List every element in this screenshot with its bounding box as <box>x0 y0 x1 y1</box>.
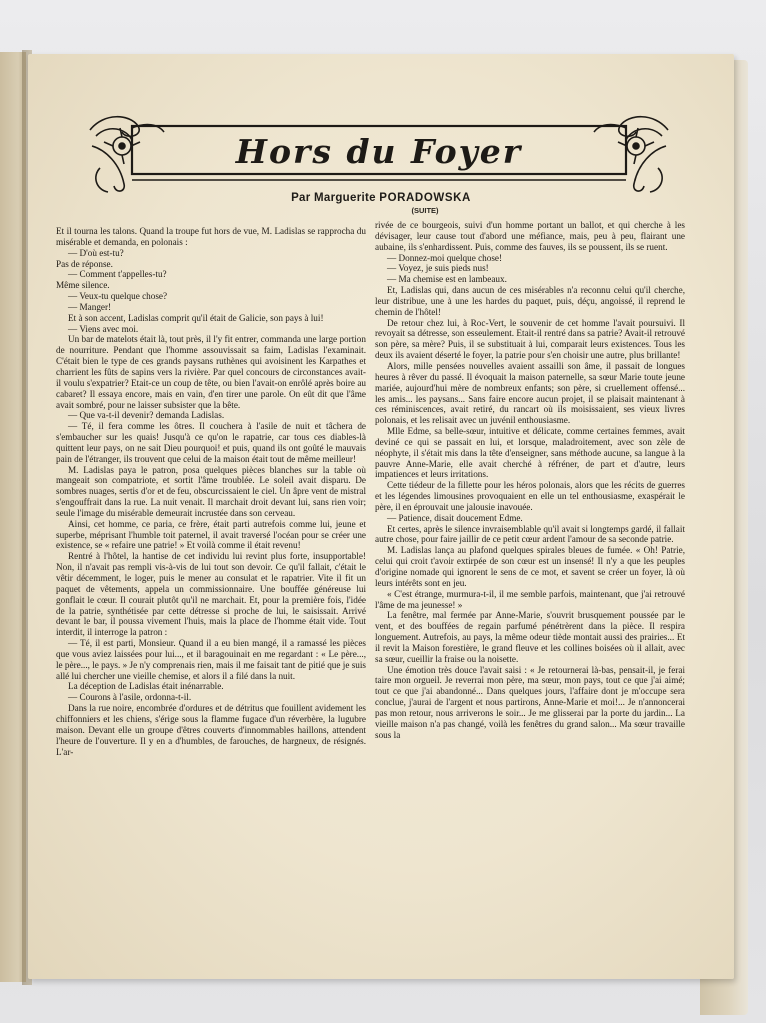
paragraph: Mlle Edme, sa belle-sœur, intuitive et délicate, comme certaines femmes, avait deviné ce qui se passait en lui, et lorsque, maladroitement, avec son zèle de néophyte, il s'était mis dans la tête d'enseigner, sans méthode aucune, sa langue à la pauvre Anne-Marie, elle avait cherché à réfréner, de part et d'autre, leurs impatiences et leurs irritations. <box>375 426 685 480</box>
paragraph: — Courons à l'asile, ordonna-t-il. <box>68 692 192 703</box>
paragraph: De retour chez lui, à Roc-Vert, le souvenir de cet homme l'avait poursuivi. Il revoyait sa détresse, son esseulement. Etait-il rentré dans sa patrie? Avait-il retrouvé son père, sa mère? Puis, il se substituait à lui, comparait leurs existences. Tous les deux ils avaient déserté le foyer, la patrie pour s'en choisir une autre, plus brillante! <box>375 317 685 361</box>
paragraph: Ainsi, cet homme, ce paria, ce frère, était parti autrefois comme lui, jeune et superbe, méprisant l'humble toit paternel, il avait traversé l'océan pour se créer une existence, se « refaire une patrie! » Et voilà comme il était revenu! <box>56 518 366 551</box>
paragraph: — Patience, disait doucement Edme. <box>387 512 523 523</box>
continued-label: (SUITE) <box>411 206 439 215</box>
byline-prefix: Par Marguerite <box>291 192 376 204</box>
paragraph: Une émotion très douce l'avait saisi : « Je retournerai là-bas, pensait-il, je ferai taire mon orgueil. Je reverrai mon père, ma sœur, mon pays, tout ce que j'ai aimé; tout ce que j'ai abandonné... Dans quelques jours, l'affaire dont je m'occupe sera conclue, j'aurai de l'argent et nous partirons, Anne-Marie et moi!... Je n'annoncerai pas mon retour, nous arriverons le soir... Je me glisserai par la porte du jardin... La vieille maison n'a pas changé, voilà les fenêtres du grand salon... Ma sœur travaille sous la <box>375 664 685 740</box>
magazine-page <box>28 54 734 979</box>
paragraph: M. Ladislas lança au plafond quelques spirales bleues de fumée. « Oh! Patrie, celui qui croit t'avoir extirpée de son cœur est un insensé! Il n'y a que les peuples d'origine nomade qui ignorent le sens de ce mot, et savent se créer un foyer, là où leurs intérêts sont en jeu. <box>375 545 685 588</box>
article-title: Hors du Foyer <box>235 132 523 171</box>
author-byline <box>28 192 734 204</box>
paragraph: — Voyez, je suis pieds nus! <box>387 263 489 274</box>
paragraph: — Té, il fera comme les ôtres. Il couchera à l'asile de nuit et tâchera de s'embaucher sur les quais! Jusqu'à ce qu'on le rapatrie, car tous ces diables-là quittent leur pays, on ne sait Dieu pourquoi! et puis, quand ils ont goûté le mauvais pain de l'étranger, ils trouvent que celui de la maison était tout de même meilleur! <box>56 421 366 464</box>
paragraph: « C'est étrange, murmura-t-il, il me semble parfois, maintenant, que j'ai retrouvé l'âme de ma jeunesse! » <box>375 588 685 610</box>
paragraph: Un bar de matelots était là, tout près, il l'y fit entrer, commanda une large portion de nourriture. Pendant que l'homme assouvissait sa faim, Ladislas l'examinait. C'était bien le type de ces grands paysans ruthènes qui avoisinent les Karpathes et charrient les fûts de sapins vers la rivière. Par quel concours de circonstances avait-il voulu s'expatrier? Etait-ce un coup de tête, ou bien l'avait-on enrôlé après boire au cabaret? Il essaya encore, mais en vain, d'en tirer une parole. On eût dit que l'âme avait sombré, pour ne laisser subsister que la bête. <box>56 334 366 410</box>
paragraph: Alors, mille pensées nouvelles avaient assailli son âme, il passait de longues heures à rêver du passé. Il évoquait la maison paternelle, sa sœur Marie toute jeune mariée, aujourd'hui mère de nombreux enfants; son père, si cruellement offensé... les amis... les paysans... Sans faire encore aucun projet, il se plaisait maintenant à ces réminiscences, avait retiré, du rancart où ils moisissaient, ses vieux livres polonais, et les relisait avec un juvénil enthousiasme. <box>375 360 685 426</box>
paragraph: La fenêtre, mal fermée par Anne-Marie, s'ouvrit brusquement poussée par le vent, et des bouffées de regain parfumé pénétrèrent dans la pièce. Il respira longuement. Autrefois, au pays, la même odeur tiède montait aussi des prairies... Et il revit la Maison forestière, le grand fleuve et les collines boisées où il allait, avec sa sœur, cueillir la fraise ou la noisette. <box>375 610 685 664</box>
paragraph: — Comment t'appelles-tu? <box>68 269 167 280</box>
paragraph: Rentré à l'hôtel, la hantise de cet individu lui revint plus forte, insupportable! Non, il n'avait pas rempli vis-à-vis de lui tout son devoir. Ce qu'il fallait, c'était le vêtir décemment, le loger, puis le mener au consulat et le rapatrier. Vite il fit un paquet de vêtements, appela un commissionnaire. Une bouffée généreuse lui gonflait le cœur. Il courait plutôt qu'il ne marchait. Et, pour la première fois, l'idée de la patrie, synthétisée par cette détresse si proche de lui, le saisissait. Arrivé devant le bar, il poussa vivement l'huis, mais la place de l'homme était vide. Tout interdit, il interroge la patron : <box>56 551 366 638</box>
paragraph: — Donnez-moi quelque chose! <box>387 252 503 263</box>
paragraph: Cette tiédeur de la fillette pour les héros polonais, alors que les récits de guerres et les légendes limousines provoquaient en elle un tel enthousiasme, exaspérait le père, il en éprouvait une jalousie inavouée. <box>375 480 685 512</box>
paragraph: Pas de réponse. <box>56 258 113 269</box>
paragraph: — Té, il est parti, Monsieur. Quand il a eu bien mangé, il a ramassé les pièces que vous aviez laissées pour lui..., et il baragouinait en me regardant : « Le père..., le père..., le pays. » Je n'y comprenais rien, mais il me faisait tant de pitié que je suis allé lui chercher une vieille chemise, et alors il a filé dans la nuit. <box>56 638 366 681</box>
paragraph: — D'où est-tu? <box>68 247 124 258</box>
paragraph: Dans la rue noire, encombrée d'ordures et de détritus que fouillent avidement les chiffonniers et les chiens, s'érige sous la flamme fugace d'un réverbère, la lugubre maison. Devant elle un groupe d'êtres couverts d'innommables haillons, attendent l'heure de l'ouverture. Il y en a d'humbles, de farouches, de hargneux, de résignés. L'ar- <box>56 703 366 757</box>
left-text-column <box>56 226 366 757</box>
paragraph: Et certes, après le silence invraisemblable qu'il avait si longtemps gardé, il fallait autre chose, pour faire jaillir de ce petit cœur ardent l'amour de sa seconde patrie. <box>375 523 685 545</box>
paragraph: Et il tourna les talons. Quand la troupe fut hors de vue, M. Ladislas se rapprocha du misérable et demanda, en polonais : <box>56 226 366 247</box>
paragraph: La déception de Ladislas était inénarrable. <box>68 681 224 692</box>
paragraph: — Viens avec moi. <box>68 323 139 334</box>
paragraph: Et à son accent, Ladislas comprit qu'il était de Galicie, son pays à lui! <box>68 312 324 323</box>
paragraph: M. Ladislas paya le patron, posa quelques pièces blanches sur la table où mangeait son compatriote, et sortit l'âme troublée. Le soleil avait disparu. De sombres nuages, sertis d'or et de feu, obscurcissaient le ciel. Un âpre vent de mistral s'engouffrait dans la rue. La nuit venait. Il marchait droit devant lui, sans rien voir; seule l'image du misérable demeurait incrustée dans son cerveau. <box>56 464 366 518</box>
author-name: PORADOWSKA <box>379 192 471 204</box>
paragraph: Même silence. <box>56 280 110 291</box>
right-text-column <box>375 220 685 741</box>
paragraph: — Ma chemise est en lambeaux. <box>387 274 507 285</box>
paragraph: — Veux-tu quelque chose? <box>68 291 168 302</box>
title-banner <box>86 106 672 198</box>
paragraph: — Que va-t-il devenir? demanda Ladislas. <box>68 410 225 421</box>
paragraph: — Manger! <box>68 301 112 312</box>
paragraph: rivée de ce bourgeois, suivi d'un homme portant un ballot, et qui cherche à les dévisager, leur cause tout d'abord une méfiance, mais, peu à peu, flairant une aubaine, ils s'enhardissent. Puis, comme des fauves, ils se poussent, ils se ruent. <box>375 220 685 252</box>
paragraph: Et, Ladislas qui, dans aucun de ces misérables n'a reconnu celui qu'il cherche, leur distribue, une à une les hardes du paquet, puis, déçu, angoissé, il reprend le chemin de l'hôtel! <box>375 285 685 317</box>
